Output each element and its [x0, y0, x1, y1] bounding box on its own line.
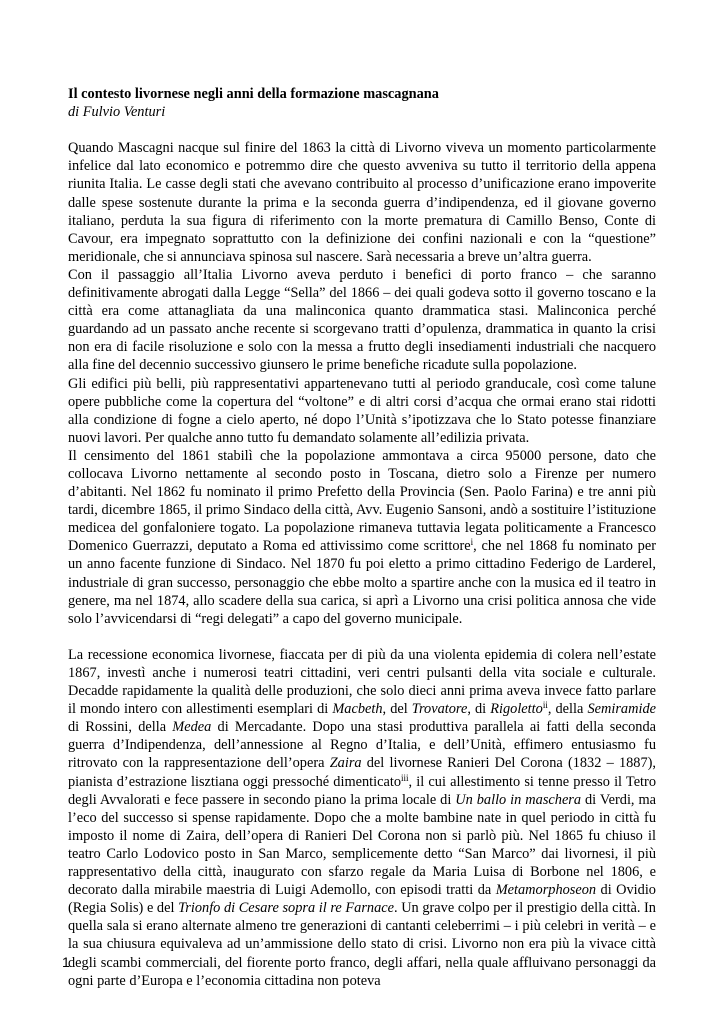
paragraph	[68, 646, 656, 990]
document-body	[68, 85, 656, 990]
italic-title: Macbeth	[332, 701, 383, 718]
paragraph	[68, 375, 656, 447]
text-run: Con il passaggio all’Italia Livorno aveva perduto i benefici di porto franco – che saranno definitivamente abrogati dalla Legge “Sella” del 1866 – dei quali godeva sotto il governo toscano e la città era come attanagliata da una malinconica quanto drammatica stasi. Malinconica perché guardando ad un passato anche recente si scorgevano tratti d’opulenza, drammatica in quanto la crisi non era di facile risoluzione e solo con la messa a frutto degli insediamenti industriali che nacquero alla fine del decennio successivo giunsero le prime benefiche ricadute sulla popolazione.	[68, 266, 656, 374]
document-title: Il contesto livornese negli anni della formazione mascagnana	[68, 86, 439, 102]
text-run: Il censimento del 1861 stabilì che la popolazione ammontava a circa 95000 persone, dato che collocava Livorno nettamente al secondo posto in Toscana, dietro solo a Firenze per numero d’abitanti. Nel 1862 fu nominato il primo Prefetto della Provincia (Sen. Paolo Farina) e tre anni più tardi, dicembre 1865, il primo Sindaco della città, Avv. Eugenio Sansoni, andò a sostituire l’istituzione medicea del gonfaloniere togato. La popolazione rimaneva tuttavia legata politicamente a Francesco Domenico Guerrazzi, deputato a Roma ed attivissimo come scrittore	[68, 447, 656, 555]
italic-title: Rigoletto	[490, 701, 543, 718]
paragraph	[68, 139, 656, 266]
text-run: Quando Mascagni nacque sul finire del 1863 la città di Livorno viveva un momento particolarmente infelice dal lato economico e potremmo dire che questo avveniva su tutto il territorio della appena riunita Italia. Le casse degli stati che avevano contribuito al processo d’unificazione erano impoverite dalle spese sostenute durante la prima e la seconda guerra d’indipendenza, ed il giovane governo italiano, perduta la sua figura di riferimento con la morte prematura di Camillo Benso, Conte di Cavour, era impegnato soprattutto con la definizione dei confini nazionali e con la “questione” meridionale, che si annunciava spinosa sul nascere. Sarà necessaria a breve un’altra guerra.	[68, 140, 656, 265]
paragraph-gap	[68, 628, 656, 646]
paragraph	[68, 447, 656, 628]
text-run: , di	[467, 701, 491, 718]
text-run: , il cui allestimento si tenne presso il Tetro degli Avvalorati e fece passere in secondo piano la prima locale di	[68, 773, 656, 808]
italic-title: Zaira	[329, 755, 362, 772]
text-run: Gli edifici più belli, più rappresentativi appartenevano tutti al periodo granducale, così come talune opere pubbliche come la copertura del “voltone” e di altri corsi d’acqua che ormai erano stai ridotti alla condizione di fogne a cielo aperto, né dopo l’Unità s’ipotizzava che lo Stato potesse finanziare nuovi lavori. Per qualche anno tutto fu demandato solamente all’edilizia privata.	[68, 375, 656, 446]
text-run: La recessione economica livornese, fiaccata per di più da una violenta epidemia di colera nell’estate 1867, investì anche i numerosi teatri cittadini, veri centri pulsanti della vita sociale e culturale. Decadde rapidamente la qualità delle produzioni, che solo dieci anni prima aveva invece fatto parlare il mondo intero con allestimenti esemplari di	[68, 646, 656, 718]
text-run: di Verdi, ma l’eco del successo si spense rapidamente. Dopo che a molte bambine nate in quel periodo in città fu imposto il nome di Zaira, dell’opera di Ranieri Del Corona non si parlò più. Nel 1865 fu chiuso il teatro Carlo Lodovico posto in San Marco, semplicemente detto “San Marco” dai livornesi, il più rappresentativo della città, inaugurato con sfarzo regale da Maria Luisa di Borbone nel 1806, e decorato dalla mirabile maestria di Luigi Ademollo, con episodi tratti da	[68, 791, 656, 899]
text-run: , della	[547, 701, 588, 718]
italic-title: Un ballo in maschera	[455, 791, 582, 808]
page-number: 1	[62, 954, 70, 970]
italic-title: Medea	[172, 719, 212, 736]
text-run: . Un grave colpo per il prestigio della città. In quella sala si erano alternate almeno tre generazioni di cantanti celeberrimi – i più celebri in verità – e la sua chiusura equivaleva ad un’ammissione dello stato di crisi. Livorno non era più la vivace città degli scambi commerciali, del fiorente porto franco, degli affari, nella quale affluivano personaggi da ogni parte d’Europa e l’economia cittadina non poteva	[68, 900, 656, 989]
italic-title: Semiramide	[587, 701, 656, 718]
text-run: di Mercadante. Dopo una stasi produttiva parallela ai fatti della seconda guerra d’Indipendenza, dell’annessione al Regno d’Italia, e dell’Unità, effimero entusiasmo fu ritrovato con la rappresentazione dell’opera	[68, 719, 656, 772]
footnote-marker: i	[470, 537, 474, 548]
footnote-marker: ii	[542, 700, 548, 711]
text-run: di Ovidio (Regia Solis) e del	[68, 882, 656, 917]
footnote-marker: iii	[401, 772, 409, 783]
italic-title: Metamorphoseon	[495, 882, 597, 899]
italic-title: Trovatore	[411, 701, 468, 718]
italic-title: Trionfo di Cesare sopra il re Farnace	[178, 900, 394, 917]
document-author: di Fulvio Venturi	[68, 104, 166, 121]
text-run: , che nel 1868 fu nominato per un anno facente funzione di Sindaco. Nel 1870 fu poi eletto a primo cittadino Federigo de Larderel, industriale di gran successo, personaggio che ebbe molto a spartire anche con la musica ed il teatro in genere, ma nel 1874, allo scadere della sua carica, si aprì a Livorno una crisi politica annosa che vide solo l’avvicendarsi di “regi delegati” a capo del governo municipale.	[68, 538, 656, 627]
text-run: del livornese Ranieri Del Corona (1832 – 1887), pianista d’estrazione lisztiana oggi pressoché dimenticato	[68, 755, 656, 790]
paragraph	[68, 266, 656, 375]
text-run: di Rossini, della	[68, 719, 173, 736]
text-run: , del	[382, 701, 412, 718]
